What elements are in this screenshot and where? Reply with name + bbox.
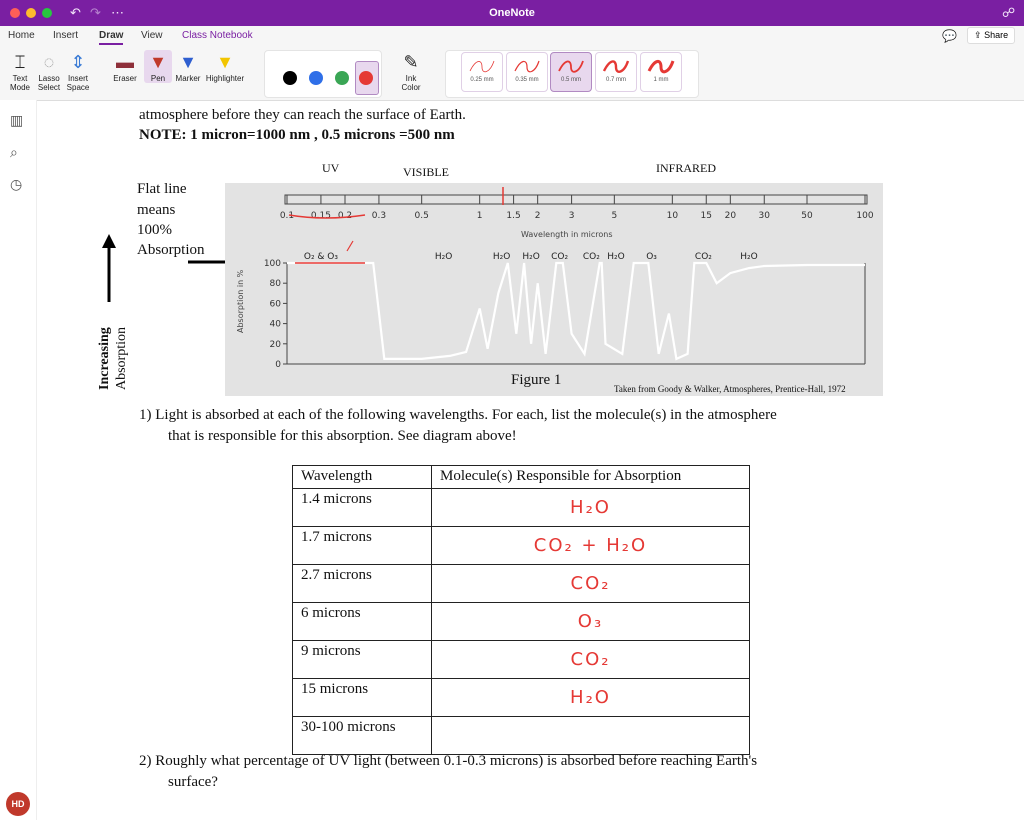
pen-size-0-5[interactable]	[550, 52, 592, 92]
pen-size-label: 0.35 mm	[515, 77, 539, 83]
x-tick-label: 1.5	[506, 211, 521, 221]
pen-size-0-35[interactable]	[506, 52, 548, 92]
table-row	[293, 565, 750, 603]
highlighter-icon: ▼	[216, 52, 234, 72]
figure-caption: Figure 1	[511, 372, 562, 388]
wavelength-cell: 1.7 microns	[293, 527, 432, 565]
band-label: H₂O	[607, 252, 625, 262]
highlighter-button[interactable]	[203, 50, 247, 83]
y-tick-label: 80	[269, 279, 281, 290]
wavelength-table	[292, 465, 750, 755]
pen-size-0-7[interactable]	[595, 52, 637, 92]
highlighter-label: Highlighter	[205, 74, 245, 83]
table-row	[293, 603, 750, 641]
text-mode-icon: ⌶	[14, 52, 26, 72]
lasso-label-2: Select	[37, 83, 61, 92]
insert-space-label-1: Insert	[67, 74, 88, 83]
y-tick-label: 100	[263, 259, 281, 269]
answer-cell[interactable]: CO₂ + H₂O	[432, 527, 750, 565]
table-row	[293, 679, 750, 717]
wavelength-cell: 15 microns	[293, 679, 432, 717]
pen-size-label: 0.7 mm	[605, 77, 626, 83]
x-tick-label: 100	[856, 211, 874, 221]
figure-credit: Taken from Goody & Walker, Atmospheres, Prentice-Hall, 1972	[614, 384, 846, 394]
band-label: CO₂	[582, 252, 600, 262]
share-label: Share	[984, 30, 1009, 40]
header-molecules: Molecule(s) Responsible for Absorption	[432, 466, 750, 489]
question-1-line-1: 1) Light is absorbed at each of the following wavelengths. For each, list the molecule(s) in the atmosphere	[139, 407, 777, 423]
y-tick-label: 0	[275, 360, 281, 370]
share-button[interactable]	[967, 27, 1015, 44]
thin-pen-stroke-icon	[468, 57, 496, 75]
pen-size-0-25[interactable]	[461, 52, 503, 92]
pen-size-label: 0.5 mm	[560, 77, 581, 83]
eraser-button[interactable]	[108, 50, 142, 83]
band-label: H₂O	[522, 252, 540, 262]
table-row	[293, 641, 750, 679]
increasing-absorption-label	[96, 327, 130, 390]
pen-label: Pen	[150, 74, 166, 83]
draw-toolbar	[0, 46, 1024, 101]
table-row	[293, 717, 750, 755]
app-title: OneNote	[489, 7, 535, 19]
insert-space-button[interactable]	[64, 50, 92, 92]
answer-cell[interactable]	[432, 717, 750, 755]
left-sidebar	[0, 100, 37, 820]
marker-button[interactable]	[174, 50, 202, 83]
tab-class-notebook[interactable]: Class Notebook	[182, 30, 253, 41]
search-icon[interactable]: ⌕	[10, 144, 18, 160]
band-label: H₂O	[434, 252, 453, 262]
flat-line-note-2: means	[137, 202, 176, 218]
x-tick-label: 20	[724, 211, 737, 221]
tab-view[interactable]: View	[141, 30, 163, 41]
wavelength-cell: 30-100 microns	[293, 717, 432, 755]
undo-icon[interactable]: ↶	[70, 5, 81, 20]
ink-color-label-2: Color	[401, 83, 421, 92]
pen-icon: ▼	[149, 52, 167, 72]
wavelength-cell: 1.4 microns	[293, 489, 432, 527]
tab-home[interactable]: Home	[8, 30, 35, 41]
pen-stroke-icon	[557, 57, 585, 75]
x-tick-label: 10	[666, 211, 679, 221]
ink-color-icon: ✎	[403, 52, 419, 72]
comments-icon[interactable]: 💬	[942, 29, 957, 43]
x-tick-label: 50	[801, 211, 813, 221]
color-swatch-red	[359, 71, 373, 85]
absorption-chart	[225, 183, 883, 396]
title-bar	[0, 0, 1024, 26]
pen-size-label: 1 mm	[653, 77, 669, 83]
x-tick-label: 15	[700, 211, 712, 221]
band-label: H₂O	[492, 252, 511, 262]
region-visible: VISIBLE	[403, 165, 449, 179]
avatar[interactable]: HD	[6, 792, 30, 816]
flat-line-note-1: Flat line	[137, 181, 187, 197]
x-tick-label: 0.15	[310, 211, 331, 221]
x-tick-label: 0.2	[337, 211, 353, 221]
band-label: CO₂	[694, 252, 712, 262]
eraser-icon: ▬	[116, 52, 134, 72]
ribbon-tabs	[0, 26, 1024, 46]
y-tick-label: 40	[269, 319, 281, 330]
more-icon[interactable]: ⋯	[111, 5, 124, 20]
notebooks-icon[interactable]: ▥	[10, 112, 24, 128]
note-text: NOTE: 1 micron=1000 nm , 0.5 microns =500 nm	[139, 127, 455, 143]
absorption-label: Absorption	[114, 327, 129, 390]
tab-insert[interactable]: Insert	[53, 30, 79, 41]
recent-icon[interactable]: ◷	[10, 176, 23, 192]
header-wavelength: Wavelength	[293, 466, 432, 489]
insert-space-label-2: Space	[66, 83, 90, 92]
text-mode-button[interactable]	[6, 50, 34, 92]
y-tick-label: 20	[269, 339, 281, 350]
wavelength-cell: 2.7 microns	[293, 565, 432, 603]
band-label: O₂ & O₃	[303, 252, 338, 262]
table-row	[293, 527, 750, 565]
color-swatch-black[interactable]	[283, 71, 297, 85]
question-2-line-2: surface?	[168, 774, 218, 790]
table-header-row	[293, 466, 750, 489]
x-tick-label: 1	[476, 211, 483, 221]
marker-icon: ▼	[179, 52, 197, 72]
pen-stroke-icon	[602, 57, 630, 75]
increasing-label: Increasing	[97, 327, 112, 390]
wavelength-cell: 9 microns	[293, 641, 432, 679]
band-label: CO₂	[551, 252, 569, 262]
x-tick-label: 2	[534, 211, 541, 221]
x-tick-label: 30	[758, 211, 770, 221]
answer-cell[interactable]: O₃	[432, 603, 750, 641]
region-uv: UV	[322, 161, 340, 175]
insert-space-icon: ⇕	[70, 52, 86, 72]
eraser-label: Eraser	[113, 74, 137, 83]
x-tick-label: 5	[611, 211, 618, 221]
x-tick-label: 0.3	[371, 211, 387, 221]
flat-line-note-4: Absorption	[137, 242, 205, 258]
answer-cell[interactable]: CO₂	[432, 565, 750, 603]
tab-draw[interactable]: Draw	[99, 30, 123, 45]
x-axis-title: Wavelength in microns	[521, 230, 613, 239]
color-swatch-red-selected[interactable]	[355, 61, 379, 95]
intro-text: atmosphere before they can reach the surface of Earth.	[139, 107, 466, 123]
answer-cell[interactable]: H₂O	[432, 679, 750, 717]
lasso-label-1: Lasso	[38, 74, 60, 83]
question-1-line-2: that is responsible for this absorption. See diagram above!	[168, 428, 517, 444]
x-tick-label: 0.5	[414, 211, 429, 221]
pen-button[interactable]	[144, 50, 172, 83]
thick-pen-stroke-icon	[647, 57, 675, 75]
answer-cell[interactable]: CO₂	[432, 641, 750, 679]
pen-size-label: 0.25 mm	[470, 77, 494, 83]
share-icon: ⇪	[974, 30, 982, 40]
account-icon[interactable]: ☍	[1002, 5, 1016, 20]
color-swatch-blue[interactable]	[309, 71, 323, 85]
text-mode-label-1: Text	[12, 74, 28, 83]
ink-color-label-1: Ink	[405, 74, 417, 83]
pen-stroke-icon	[513, 57, 541, 75]
y-axis-title: Absorption in %	[236, 269, 245, 333]
wavelength-cell: 6 microns	[293, 603, 432, 641]
band-label: H₂O	[740, 252, 758, 262]
region-infrared: INFRARED	[656, 161, 717, 175]
redo-icon[interactable]: ↷	[90, 5, 101, 20]
band-label: O₃	[646, 252, 657, 262]
color-palette	[264, 50, 382, 98]
ink-color-button[interactable]	[394, 50, 428, 92]
x-tick-label: 3	[568, 211, 575, 221]
answer-cell[interactable]: H₂O	[432, 489, 750, 527]
y-tick-label: 60	[269, 299, 281, 310]
question-2-line-1: 2) Roughly what percentage of UV light (between 0.1-0.3 microns) is absorbed before reaching Earth's	[139, 753, 758, 769]
color-swatch-green[interactable]	[335, 71, 349, 85]
x-tick-label: 0.1	[279, 211, 295, 221]
pen-size-1[interactable]	[640, 52, 682, 92]
text-mode-label-2: Mode	[9, 83, 30, 92]
table-row	[293, 489, 750, 527]
up-arrow-icon	[99, 234, 119, 304]
lasso-icon: ◌	[43, 52, 55, 72]
marker-label: Marker	[175, 74, 201, 83]
note-page	[36, 100, 1024, 820]
flat-line-note-3: 100%	[137, 222, 172, 238]
lasso-select-button[interactable]	[35, 50, 63, 92]
